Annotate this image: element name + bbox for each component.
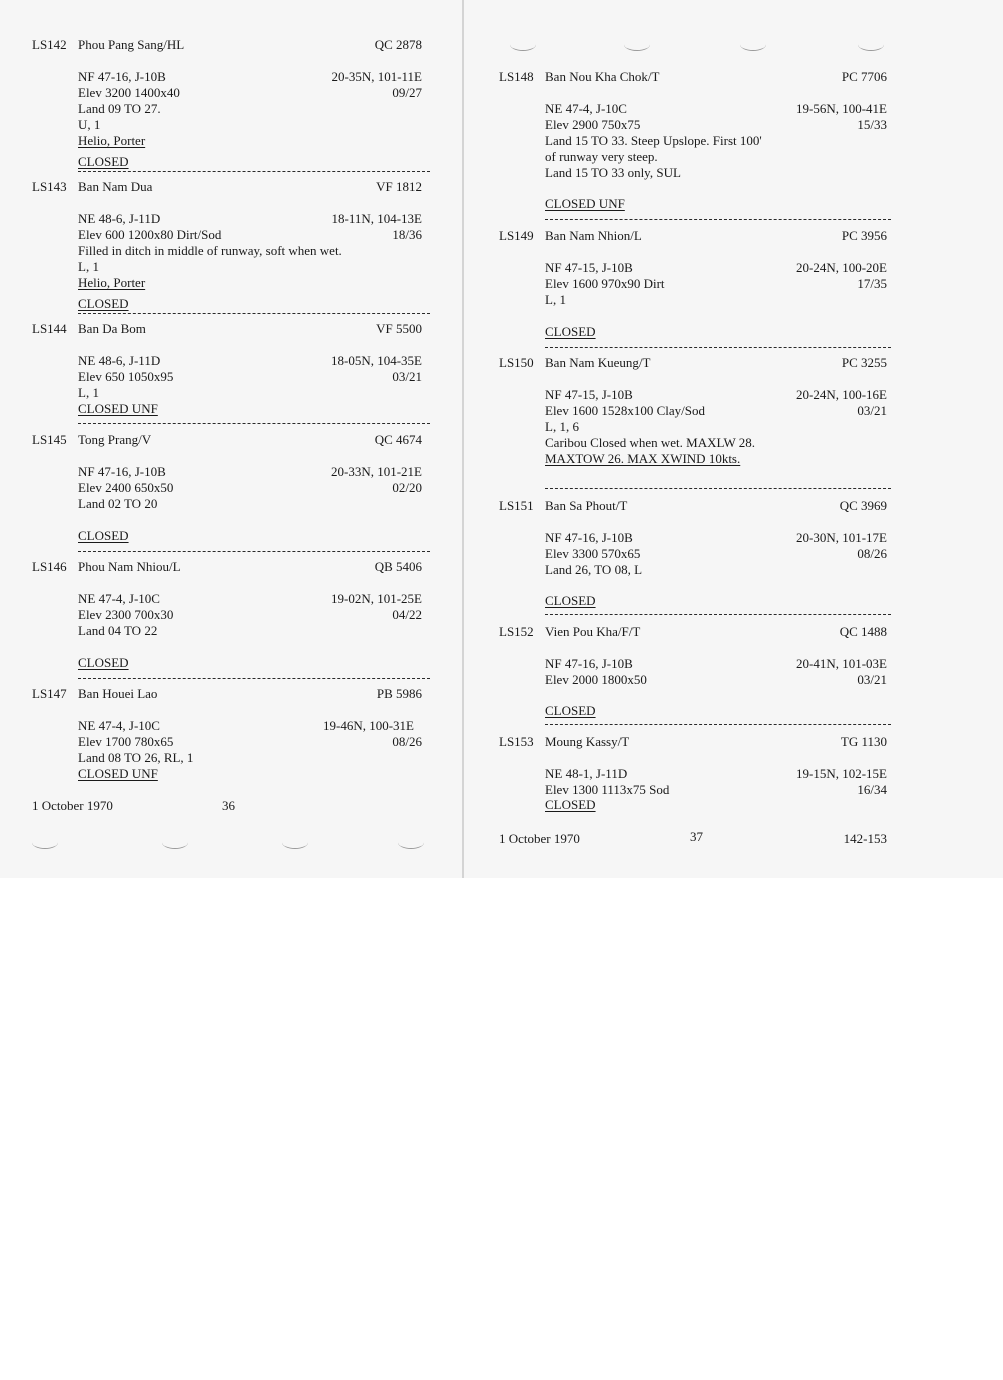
runway-heading: 02/20 — [392, 480, 422, 495]
grid-reference: PC 3255 — [841, 355, 887, 370]
site-id: LS150 — [499, 355, 534, 370]
status-label: CLOSED UNF — [545, 196, 625, 211]
status-label: CLOSED — [545, 797, 596, 812]
chart-reference: NE 48-1, J-11D — [545, 766, 628, 781]
status-label: CLOSED — [545, 593, 596, 608]
runway-heading: 16/34 — [857, 782, 887, 797]
grid-reference: QC 2878 — [374, 37, 422, 52]
note-line: Land 09 TO 27. — [78, 101, 161, 116]
elevation-dimensions: Elev 1700 780x65 — [78, 734, 174, 749]
grid-reference: VF 5500 — [376, 321, 422, 336]
entry-divider — [78, 171, 430, 172]
elevation-dimensions: Elev 1300 1113x75 Sod — [545, 782, 670, 797]
binder-hole — [282, 836, 308, 849]
grid-reference: QB 5406 — [374, 559, 422, 574]
coordinates: 19-02N, 101-25E — [331, 591, 422, 606]
site-id: LS146 — [32, 559, 67, 574]
site-name: Phou Pang Sang/HL — [78, 37, 185, 52]
chart-reference: NE 47-4, J-10C — [78, 591, 160, 606]
footer-date: 1 October 1970 — [32, 798, 113, 813]
entry-divider — [545, 724, 891, 725]
note-line: Land 04 TO 22 — [78, 623, 158, 638]
coordinates: 20-24N, 100-20E — [796, 260, 887, 275]
site-name: Tong Prang/V — [78, 432, 152, 447]
note-line: Land 15 TO 33 only, SUL — [545, 165, 681, 180]
footer-date: 1 October 1970 — [499, 831, 580, 846]
grid-reference: PB 5986 — [376, 686, 422, 701]
coordinates: 19-15N, 102-15E — [796, 766, 887, 781]
chart-reference: NE 48-6, J-11D — [78, 353, 161, 368]
runway-heading: 18/36 — [392, 227, 422, 242]
chart-reference: NE 47-4, J-10C — [78, 718, 160, 733]
page-number: 36 — [222, 798, 235, 813]
status-label: CLOSED UNF — [78, 401, 158, 416]
site-id: LS142 — [32, 37, 67, 52]
runway-heading: 03/21 — [857, 672, 887, 687]
coordinates: 19-56N, 100-41E — [796, 101, 887, 116]
binder-hole — [624, 38, 650, 51]
status-label: CLOSED UNF — [78, 766, 158, 781]
site-name: Ban Houei Lao — [78, 686, 158, 701]
entry-divider — [78, 678, 430, 679]
status-label: CLOSED — [78, 655, 129, 670]
elevation-dimensions: Elev 2300 700x30 — [78, 607, 174, 622]
entry-divider — [545, 347, 891, 348]
elevation-dimensions: Elev 650 1050x95 — [78, 369, 174, 384]
elevation-dimensions: Elev 2900 750x75 — [545, 117, 641, 132]
grid-reference: VF 1812 — [376, 179, 422, 194]
chart-reference: NF 47-16, J-10B — [545, 656, 633, 671]
runway-heading: 08/26 — [857, 546, 887, 561]
right-page — [464, 0, 1003, 878]
coordinates: 18-05N, 104-35E — [331, 353, 422, 368]
note-line: Land 15 TO 33. Steep Upslope. First 100' — [545, 133, 762, 148]
note-line: L, 1 — [78, 259, 99, 274]
grid-reference: QC 4674 — [374, 432, 422, 447]
chart-reference: NF 47-16, J-10B — [78, 69, 166, 84]
status-label: CLOSED — [78, 296, 129, 311]
grid-reference: QC 1488 — [839, 624, 887, 639]
site-id: LS152 — [499, 624, 534, 639]
site-name: Vien Pou Kha/F/T — [545, 624, 641, 639]
grid-reference: PC 3956 — [841, 228, 887, 243]
chart-reference: NE 48-6, J-11D — [78, 211, 161, 226]
coordinates: 19-46N, 100-31E — [323, 718, 414, 733]
binder-hole — [858, 38, 884, 51]
coordinates: 20-41N, 101-03E — [796, 656, 887, 671]
chart-reference: NF 47-15, J-10B — [545, 387, 633, 402]
note-line: Helio, Porter — [78, 133, 146, 148]
binder-hole — [510, 38, 536, 51]
elevation-dimensions: Elev 2000 1800x50 — [545, 672, 647, 687]
grid-reference: QC 3969 — [839, 498, 887, 513]
entry-divider — [545, 219, 891, 220]
binder-hole — [740, 38, 766, 51]
status-label: CLOSED — [545, 703, 596, 718]
note-line: U, 1 — [78, 117, 101, 132]
site-id: LS151 — [499, 498, 534, 513]
coordinates: 20-35N, 101-11E — [331, 69, 422, 84]
coordinates: 20-30N, 101-17E — [796, 530, 887, 545]
binder-hole — [162, 836, 188, 849]
runway-heading: 03/21 — [857, 403, 887, 418]
elevation-dimensions: Elev 2400 650x50 — [78, 480, 174, 495]
note-line: Helio, Porter — [78, 275, 146, 290]
note-line: Land 02 TO 20 — [78, 496, 158, 511]
runway-heading: 08/26 — [392, 734, 422, 749]
chart-reference: NF 47-15, J-10B — [545, 260, 633, 275]
site-id: LS148 — [499, 69, 534, 84]
runway-heading: 17/35 — [857, 276, 887, 291]
elevation-dimensions: Elev 3300 570x65 — [545, 546, 641, 561]
binder-hole — [32, 836, 58, 849]
status-label: CLOSED — [78, 528, 129, 543]
site-name: Ban Nam Kueung/T — [545, 355, 651, 370]
coordinates: 18-11N, 104-13E — [331, 211, 422, 226]
site-name: Ban Nou Kha Chok/T — [545, 69, 660, 84]
site-id: LS147 — [32, 686, 67, 701]
runway-heading: 03/21 — [392, 369, 422, 384]
entry-divider — [78, 423, 430, 424]
page-number: 37 — [690, 829, 703, 844]
site-name: Moung Kassy/T — [545, 734, 630, 749]
note-line: L, 1, 6 — [545, 419, 579, 434]
site-id: LS143 — [32, 179, 67, 194]
site-id: LS144 — [32, 321, 67, 336]
chart-reference: NE 47-4, J-10C — [545, 101, 627, 116]
site-id: LS153 — [499, 734, 534, 749]
note-line: Filled in ditch in middle of runway, soft when wet. — [78, 243, 342, 258]
elevation-dimensions: Elev 1600 970x90 Dirt — [545, 276, 665, 291]
runway-heading: 04/22 — [392, 607, 422, 622]
coordinates: 20-24N, 100-16E — [796, 387, 887, 402]
site-name: Ban Nam Dua — [78, 179, 153, 194]
site-name: Ban Nam Nhion/L — [545, 228, 642, 243]
note-line: Land 08 TO 26, RL, 1 — [78, 750, 194, 765]
note-line: Land 26, TO 08, L — [545, 562, 643, 577]
left-page — [0, 0, 462, 878]
chart-reference: NF 47-16, J-10B — [78, 464, 166, 479]
entry-divider — [545, 488, 891, 489]
binder-hole — [398, 836, 424, 849]
site-name: Ban Da Bom — [78, 321, 146, 336]
note-line: L, 1 — [78, 385, 99, 400]
grid-reference: TG 1130 — [840, 734, 887, 749]
status-label: CLOSED — [78, 154, 129, 169]
note-line: L, 1 — [545, 292, 566, 307]
runway-heading: 09/27 — [392, 85, 422, 100]
runway-heading: 15/33 — [857, 117, 887, 132]
site-name: Ban Sa Phout/T — [545, 498, 628, 513]
elevation-dimensions: Elev 600 1200x80 Dirt/Sod — [78, 227, 222, 242]
note-line: of runway very steep. — [545, 149, 658, 164]
entry-divider — [545, 614, 891, 615]
site-name: Phou Nam Nhiou/L — [78, 559, 181, 574]
elevation-dimensions: Elev 1600 1528x100 Clay/Sod — [545, 403, 705, 418]
entry-divider — [78, 551, 430, 552]
note-line: MAXTOW 26. MAX XWIND 10kts. — [545, 451, 741, 466]
site-id: LS145 — [32, 432, 67, 447]
site-id: LS149 — [499, 228, 534, 243]
elevation-dimensions: Elev 3200 1400x40 — [78, 85, 180, 100]
chart-reference: NF 47-16, J-10B — [545, 530, 633, 545]
entry-divider — [78, 313, 430, 314]
status-label: CLOSED — [545, 324, 596, 339]
grid-reference: PC 7706 — [841, 69, 887, 84]
page-range: 142-153 — [843, 831, 887, 846]
coordinates: 20-33N, 101-21E — [331, 464, 422, 479]
note-line: Caribou Closed when wet. MAXLW 28. — [545, 435, 756, 450]
